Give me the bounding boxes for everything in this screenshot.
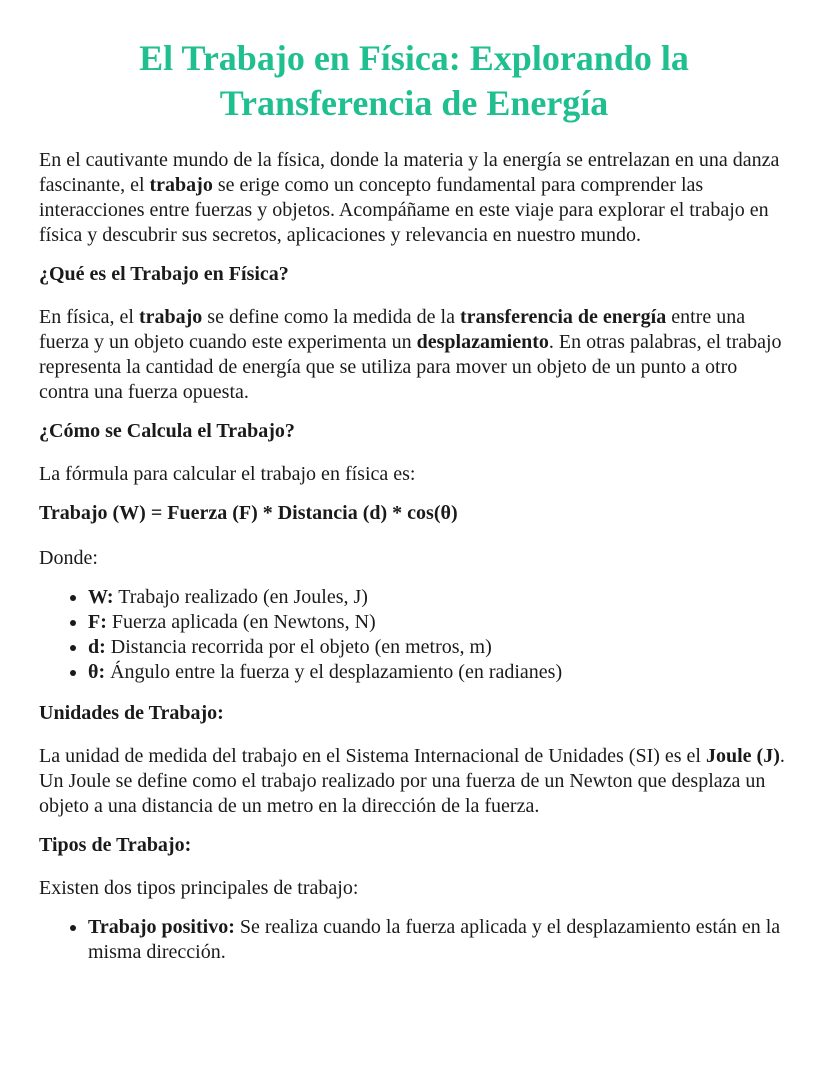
definition-text: En física, el <box>39 306 139 328</box>
list-item <box>88 660 789 685</box>
heading-que-es: ¿Qué es el Trabajo en Física? <box>39 263 289 285</box>
intro-text: se erige como un concepto fundamental para comprender las interacciones entre fuerzas y objetos. Acompáñame en este viaje para explorar el trabajo en física y descubrir sus secretos, aplicaciones y relevancia en nuestro mundo. <box>39 174 769 246</box>
heading-tipos: Tipos de Trabajo: <box>39 834 192 856</box>
units-text: . Un Joule se define como el trabajo realizado por una fuerza de un Newton que desplaza un objeto a una distancia de un metro en la dirección de la fuerza. <box>39 745 785 817</box>
units-bold-term: Joule (J) <box>705 745 780 767</box>
list-item <box>88 585 789 610</box>
units-paragraph <box>39 744 789 819</box>
definition-bold-term: transferencia de energía <box>459 306 667 328</box>
list-item-desc: Fuerza aplicada (en Newtons, N) <box>106 611 376 633</box>
donde-label: Donde: <box>39 547 98 569</box>
definition-bold-term: trabajo <box>138 306 203 328</box>
heading-calculo: ¿Cómo se Calcula el Trabajo? <box>39 420 295 442</box>
definition-paragraph <box>39 305 789 405</box>
list-item-desc: Distancia recorrida por el objeto (en metros, m) <box>105 636 492 658</box>
list-item <box>88 635 789 660</box>
units-text: La unidad de medida del trabajo en el Sistema Internacional de Unidades (SI) es el <box>39 745 706 767</box>
definition-text: entre una fuerza y un objeto cuando este experimenta un <box>39 306 746 353</box>
list-item-desc: Ángulo entre la fuerza y el desplazamiento (en radianes) <box>105 661 563 683</box>
list-item-term: W: <box>88 586 114 608</box>
intro-paragraph <box>39 148 789 248</box>
heading-unidades: Unidades de Trabajo: <box>39 702 224 724</box>
intro-bold-term: trabajo <box>149 174 213 196</box>
variables-list <box>39 585 789 685</box>
list-item-term: θ: <box>88 661 106 683</box>
types-intro: Existen dos tipos principales de trabajo: <box>39 877 359 899</box>
definition-bold-term: desplazamiento <box>416 331 549 353</box>
definition-text: se define como la medida de la <box>202 306 460 328</box>
definition-text: . En otras palabras, el trabajo representa la cantidad de energía que se utiliza para mover un objeto de un punto a otro contra una fuerza opuesta. <box>39 331 782 403</box>
list-item-desc: Trabajo realizado (en Joules, J) <box>113 586 368 608</box>
list-item-term: Trabajo positivo: <box>88 916 235 938</box>
intro-text: En el cautivante mundo de la física, donde la materia y la energía se entrelazan en una danza fascinante, el <box>39 149 780 196</box>
list-item <box>88 610 789 635</box>
formula-intro: La fórmula para calcular el trabajo en física es: <box>39 463 416 485</box>
list-item <box>88 915 789 965</box>
types-list <box>39 915 789 965</box>
list-item-desc: Se realiza cuando la fuerza aplicada y el desplazamiento están en la misma dirección. <box>88 916 781 963</box>
page-title: El Trabajo en Física: Explorando la Transferencia de Energía <box>139 38 689 123</box>
formula: Trabajo (W) = Fuerza (F) * Distancia (d) * cos(θ) <box>39 502 458 524</box>
list-item-term: d: <box>88 636 106 658</box>
list-item-term: F: <box>88 611 107 633</box>
